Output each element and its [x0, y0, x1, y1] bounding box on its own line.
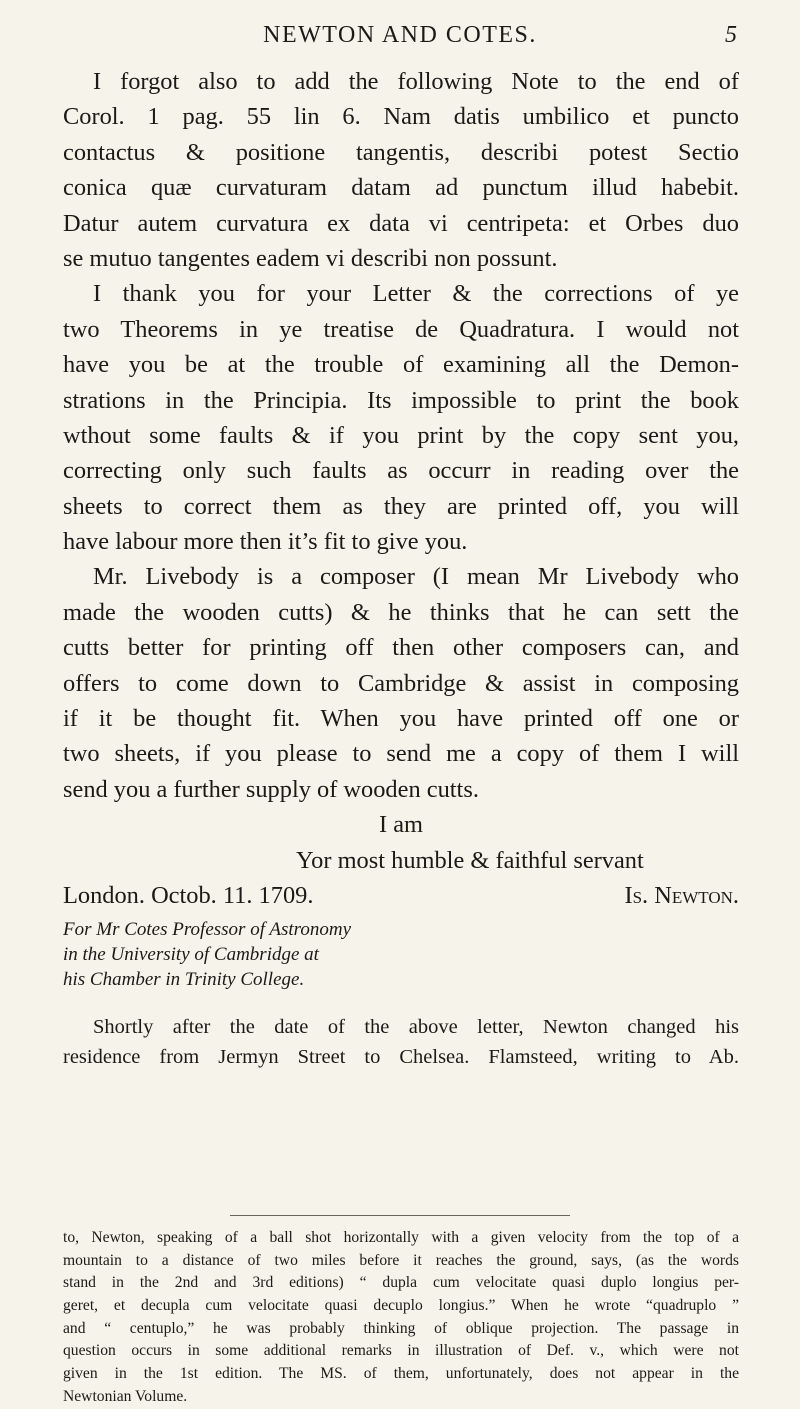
- letter-line: made the wooden cutts) & he thinks that he can sett the: [63, 598, 739, 626]
- letter-line: two Theorems in ye treatise de Quadratura. I would not: [63, 315, 739, 343]
- letter-line: have labour more then it’s fit to give you.: [63, 528, 468, 556]
- letter-line: offers to come down to Cambridge & assist in composing: [63, 669, 739, 697]
- letter-address: [63, 917, 739, 992]
- letter-line: Datur autem curvatura ex data vi centripeta: et Orbes duo: [63, 209, 739, 237]
- letter-line: Mr. Livebody is a composer (I mean Mr Livebody who: [93, 563, 739, 591]
- letter-line: I forgot also to add the following Note to the end of: [93, 68, 739, 95]
- letter-paragraphs: [63, 64, 739, 807]
- postscript-line: residence from Jermyn Street to Chelsea. Flamsteed, writing to Ab.: [63, 1046, 739, 1069]
- footnote-line: Newtonian Volume.: [63, 1387, 188, 1405]
- letter-line: have you be at the trouble of examining all the Demon-: [63, 351, 739, 379]
- letter-line: if it be thought fit. When you have printed off one or: [63, 705, 739, 733]
- letter-i-am: I am: [378, 811, 424, 839]
- address-line: his Chamber in Trinity College.: [63, 969, 305, 991]
- letter-line: send you a further supply of wooden cutts.: [63, 775, 479, 803]
- footnote-rule: [230, 1215, 570, 1216]
- place-date: London. Octob. 11. 1709.: [63, 881, 314, 909]
- footnote-line: question occurs in some additional remarks in illustration of Def. v., which were not: [63, 1342, 739, 1360]
- letter-line: wthout some faults & if you print by the copy sent you,: [63, 421, 739, 449]
- signature-line: [63, 878, 739, 913]
- letter-line: cutts better for printing off then other composers can, and: [63, 634, 739, 662]
- footnote-line: and “ centuplo,” he was probably thinking of oblique projection. The passage in: [63, 1319, 739, 1337]
- running-title: NEWTON AND COTES.: [263, 22, 537, 48]
- running-header: [0, 14, 800, 54]
- letter-line: contactus & positione tangentis, describi potest Sectio: [63, 138, 739, 166]
- letter-body: [63, 64, 739, 1072]
- address-line: For Mr Cotes Professor of Astronomy: [63, 919, 351, 941]
- postscript-paragraph: [63, 1012, 739, 1072]
- letter-closing: Yor most humble & faithful servant: [296, 846, 644, 874]
- letter-line: two sheets, if you please to send me a copy of them I will: [63, 740, 739, 768]
- letter-line: conica quæ curvaturam datam ad punctum illud habebit.: [63, 174, 739, 202]
- letter-line: Corol. 1 pag. 55 lin 6. Nam datis umbilico et puncto: [63, 103, 739, 131]
- signature: Is. Newton.: [624, 881, 739, 909]
- footnote-line: stand in the 2nd and 3rd editions) “ dupla cum velocitate quasi duplo longius per-: [63, 1274, 739, 1292]
- address-line: in the University of Cambridge at: [63, 944, 319, 966]
- footnote-line: mountain to a distance of two miles before it reaches the ground, says, (as the words: [63, 1251, 739, 1269]
- letter-line: strations in the Principia. Its impossible to print the book: [63, 386, 739, 414]
- letter-line: correcting only such faults as occurr in reading over the: [63, 457, 739, 485]
- page-number: 5: [725, 22, 737, 48]
- letter-line: sheets to correct them as they are printed off, you will: [63, 492, 739, 520]
- letter-line: I thank you for your Letter & the corrections of ye: [93, 280, 739, 308]
- letter-line: se mutuo tangentes eadem vi describi non possunt.: [63, 244, 558, 272]
- footnote-line: given in the 1st edition. The MS. of them, unfortunately, does not appear in the: [63, 1365, 739, 1383]
- footnote: [63, 1227, 739, 1409]
- footnote-line: to, Newton, speaking of a ball shot horizontally with a given velocity from the top of a: [63, 1229, 739, 1246]
- footnote-line: geret, et decupla cum velocitate quasi decuplo longius.” When he wrote “quadruplo ”: [63, 1297, 739, 1315]
- postscript-line: Shortly after the date of the above letter, Newton changed his: [93, 1016, 739, 1039]
